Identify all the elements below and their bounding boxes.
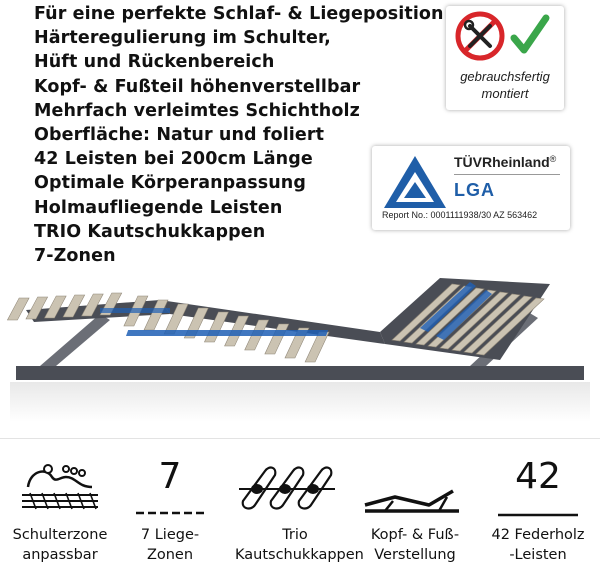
adjustable-label-line2: Verstellung	[374, 547, 456, 563]
ready-caption-line1: gebrauchsfertig	[460, 69, 550, 84]
feature-item: Härteregulierung im Schulter,	[34, 28, 331, 49]
feature-icon-bar	[0, 438, 600, 569]
shoulder-zone-icon	[0, 457, 120, 523]
feature-item: 42 Leisten bei 200cm Länge	[34, 149, 313, 170]
report-number: Report No.: 0001111938/30 AZ 563462	[382, 210, 538, 220]
trio-caps-label-line1: Trio	[282, 527, 308, 543]
slat-count-label-line2: -Leisten	[509, 547, 567, 563]
slatted-frame-illustration	[0, 270, 600, 430]
adjustable-label-line1: Kopf- & Fuß-	[370, 527, 460, 543]
feature-item: Optimale Körperanpassung	[34, 173, 306, 194]
seven-zones-label-line2: Zonen	[146, 547, 194, 563]
trio-caps-label	[235, 525, 364, 565]
feature-item: TRIO Kautschukkappen	[34, 221, 266, 242]
tuv-brand	[454, 154, 556, 170]
shoulder-zone-label	[0, 525, 120, 565]
seven-zones-label-line1: 7 Liege-	[140, 527, 200, 543]
tuv-divider	[454, 174, 560, 175]
feature-item: Oberfläche: Natur und foliert	[34, 125, 325, 146]
registered-mark: ®	[549, 154, 557, 164]
adjustable-frame-icon	[355, 457, 475, 523]
icon-seven-zones	[110, 439, 230, 569]
slat-count-label-line1: 42 Federholz	[491, 527, 585, 543]
trio-caps-icon	[235, 457, 355, 523]
checkmark-icon	[514, 18, 546, 50]
seven-zones-number: 7	[158, 456, 182, 497]
icon-slat-count	[478, 439, 598, 569]
tuv-brand-text: TÜVRheinland	[454, 154, 550, 170]
trio-caps-label-line2: Kautschukkappen	[235, 547, 364, 563]
feature-item: Kopf- & Fußteil höhenverstellbar	[34, 76, 361, 97]
tuv-triangle-logo-icon	[380, 152, 450, 212]
slat-count-icon	[478, 457, 598, 523]
feature-item: Hüft und Rückenbereich	[34, 52, 275, 73]
shoulder-zone-label-line2: anpassbar	[22, 547, 98, 563]
slat-count-number: 42	[515, 456, 561, 497]
slat-count-label	[478, 525, 598, 565]
ready-caption-line2: montiert	[481, 86, 529, 101]
seven-zones-icon	[110, 457, 230, 523]
feature-item: Für eine perfekte Schlaf- & Liegeposition	[34, 4, 444, 24]
lga-mark: LGA	[454, 180, 495, 200]
icon-adjustable	[355, 439, 475, 569]
ready-caption	[446, 68, 564, 102]
no-tools-icon	[446, 6, 564, 68]
tuv-certificate	[372, 146, 570, 230]
feature-item: 7-Zonen	[34, 246, 116, 267]
shoulder-zone-label-line1: Schulterzone	[12, 527, 108, 543]
adjustable-label	[355, 525, 475, 565]
icon-shoulder-zone	[0, 439, 120, 569]
seven-zones-label	[110, 525, 230, 565]
ready-mounted-badge	[446, 6, 564, 110]
icon-trio-caps	[235, 439, 364, 569]
feature-item: Holmaufliegende Leisten	[34, 197, 283, 218]
feature-item: Mehrfach verleimtes Schichtholz	[34, 100, 360, 121]
